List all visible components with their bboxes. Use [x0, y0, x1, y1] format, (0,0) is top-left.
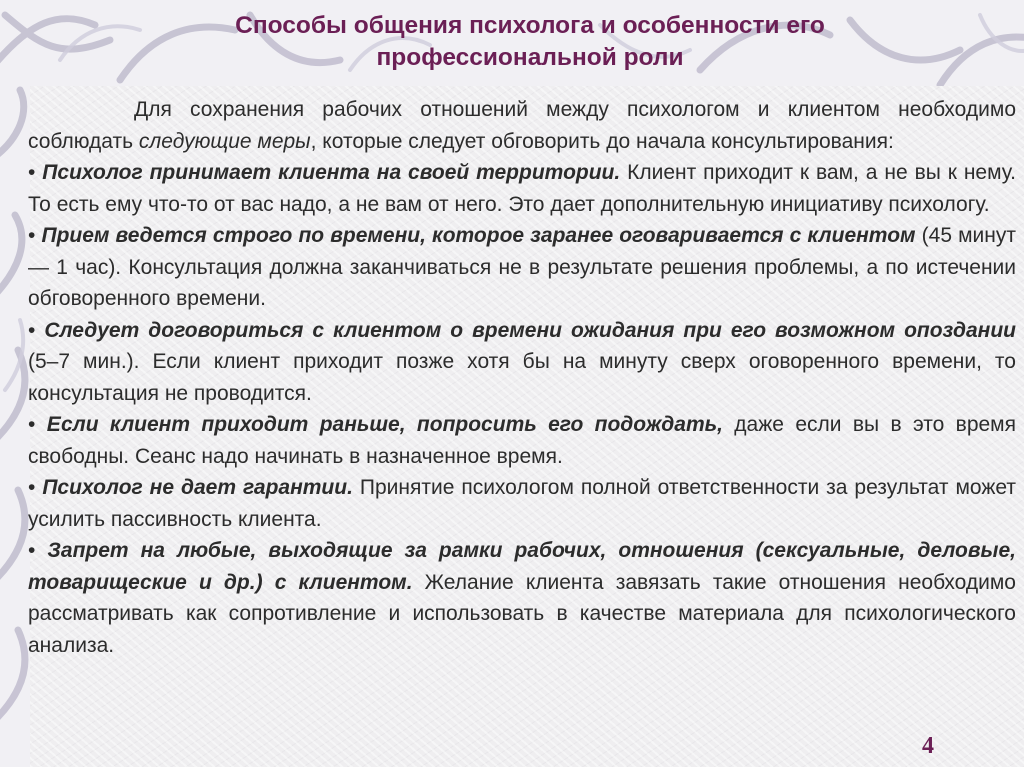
bullet-text: (5–7 мин.). Если клиент приходит позже хотя бы на минуту сверх оговоренного времени, то консультация не проводится. — [28, 350, 1016, 405]
bullet-text: Принятие психологом полной ответственности за результат может усилить пассивность клиента. — [28, 476, 1016, 531]
bullet-item — [28, 472, 1016, 535]
bullet-marker: • — [28, 539, 36, 562]
bullet-text: Клиент приходит к вам, а не вы к нему. То есть ему что-то от вас надо, а не вам от него. Это дает дополнительную инициативу психологу. — [28, 161, 1017, 216]
title-line-1: Способы общения психолога и особенности его — [235, 12, 825, 39]
intro-text: Для сохранения рабочих отношений между психологом и клиентом необходимо соблюдать — [28, 98, 1016, 153]
bullet-marker: • — [28, 476, 36, 499]
intro-emphasis: следующие меры — [138, 129, 311, 153]
page-number: 4 — [922, 733, 934, 759]
slide-body — [28, 94, 1016, 661]
bullet-item — [28, 535, 1016, 661]
bullet-marker: • — [28, 318, 36, 342]
intro-paragraph — [28, 94, 1016, 157]
bullet-text: Желание клиента завязать такие отношения необходимо рассматривать как сопротивление и использовать в качестве материала для психологического анализа. — [28, 570, 1016, 657]
bullet-heading: Запрет на любые, выходящие за рамки рабочих, отношения (сексуальные, деловые, товарищеские и др.) с клиентом. — [28, 539, 1016, 594]
title-line-2: профессиональной роли — [376, 44, 684, 71]
bullet-item — [28, 315, 1016, 410]
bullet-item — [28, 409, 1016, 472]
bullet-heading: Если клиент приходит раньше, попросить его подождать, — [46, 413, 723, 436]
slide-title — [150, 10, 910, 74]
bullet-heading: Прием ведется строго по времени, которое заранее оговаривается с клиентом — [41, 224, 916, 247]
bullet-heading: Следует договориться с клиентом о времени ожидания при его возможном опоздании — [44, 318, 1016, 342]
bullet-marker: • — [28, 413, 36, 436]
bullet-item — [28, 157, 1016, 220]
bullet-item — [28, 220, 1016, 315]
bullet-text: даже если вы в это время свободны. Сеанс надо начинать в назначенное время. — [28, 413, 1016, 468]
bullet-text: (45 минут — 1 час). Консультация должна заканчиваться не в результате решения проблемы, а по истечении обговоренного времени. — [28, 224, 1016, 310]
bullet-heading: Психолог не дает гарантии. — [42, 476, 353, 499]
bullet-heading: Психолог принимает клиента на своей территории. — [42, 161, 621, 184]
bullet-marker: • — [28, 161, 36, 184]
bullet-marker: • — [28, 224, 36, 247]
intro-text-end: , которые следует обговорить до начала консультирования: — [310, 129, 894, 153]
